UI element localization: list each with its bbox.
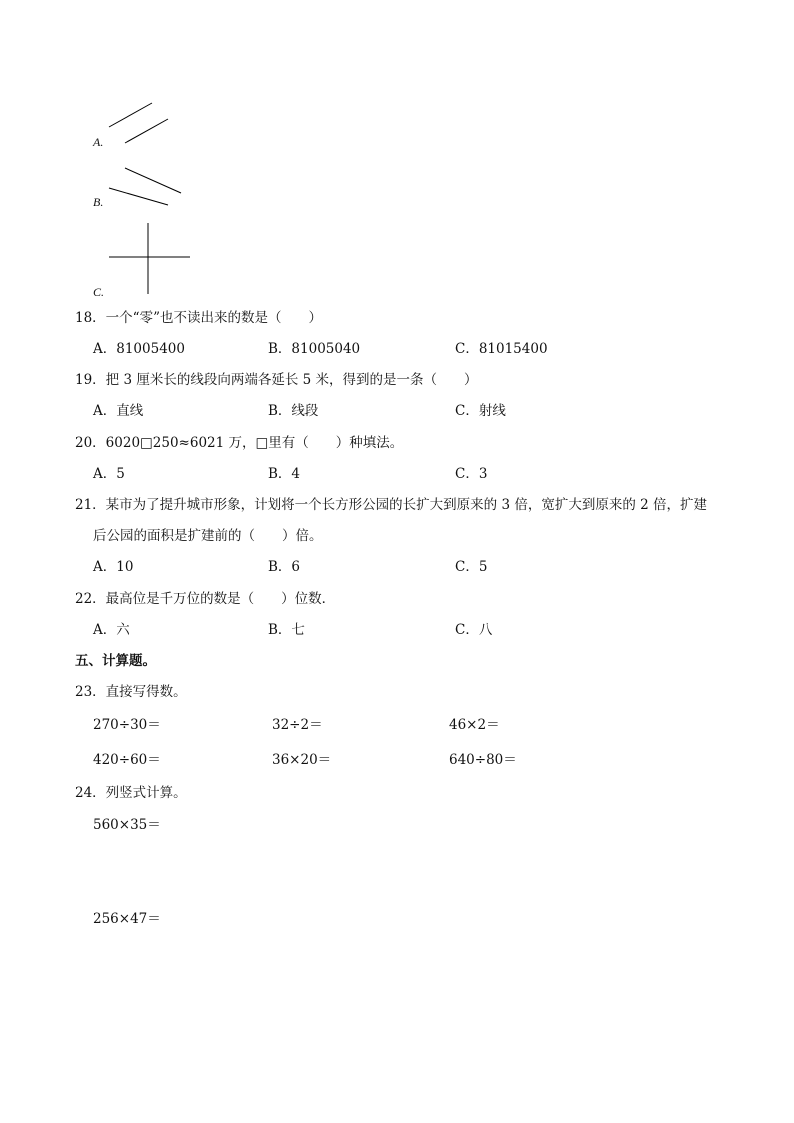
q21-text-cont: 后公园的面积是扩建前的（ ）倍。 [93,528,323,544]
q20-option-a: A．5 [93,466,125,482]
q20-option-b: B．4 [268,466,301,482]
vertical-calc-item: 256×47＝ [93,911,161,927]
figure-b-label: B. [93,195,104,209]
q22-option-b: B．七 [268,622,305,638]
q19-text: 19．把 3 厘米长的线段向两端各延长 5 米，得到的是一条（ ） [75,372,478,388]
q21-option-a: A．10 [93,559,134,575]
calc-item: 32÷2＝ [272,717,323,733]
q20-text: 20．6020□250≈6021 万，□里有（ ）种填法。 [75,435,404,451]
q22-text: 22．最高位是千万位的数是（ ）位数． [75,591,336,607]
calc-item: 46×2＝ [449,717,500,733]
figure-b-line-2 [109,188,168,205]
q23-text: 23．直接写得数。 [75,684,187,700]
q21-option-b: B．6 [268,559,301,575]
vertical-calc-item: 560×35＝ [93,817,161,833]
calc-item: 640÷80＝ [449,752,517,768]
q21-option-c: C．5 [455,559,488,575]
q18-text: 18．一个“零”也不读出来的数是（ ） [75,310,322,326]
calc-item: 36×20＝ [272,752,332,768]
q20-option-c: C．3 [455,466,488,482]
q18-option-c: C．81015400 [455,341,548,357]
figure-c-label: C. [93,285,105,299]
q22-option-c: C．八 [455,622,493,638]
calc-item: 270÷30＝ [93,717,161,733]
figure-b-line-1 [125,168,181,193]
figure-a-line-2 [125,119,168,143]
q22-option-a: A．六 [93,622,130,638]
section-5-heading: 五、计算题。 [75,653,156,669]
figure-a-line-1 [109,103,152,127]
q17-figures [0,0,794,320]
q19-option-b: B．线段 [268,403,319,419]
calc-item: 420÷60＝ [93,752,161,768]
q21-text: 21．某市为了提升城市形象，计划将一个长方形公园的长扩大到原来的 3 倍，宽扩大到原来的 2 倍，扩建 [75,497,708,513]
q19-option-c: C．射线 [455,403,506,419]
q18-option-a: A．81005400 [93,341,185,357]
figure-a-label: A. [93,135,104,149]
q18-option-b: B．81005040 [268,341,361,357]
q19-option-a: A．直线 [93,403,144,419]
q24-text: 24．列竖式计算。 [75,785,187,801]
